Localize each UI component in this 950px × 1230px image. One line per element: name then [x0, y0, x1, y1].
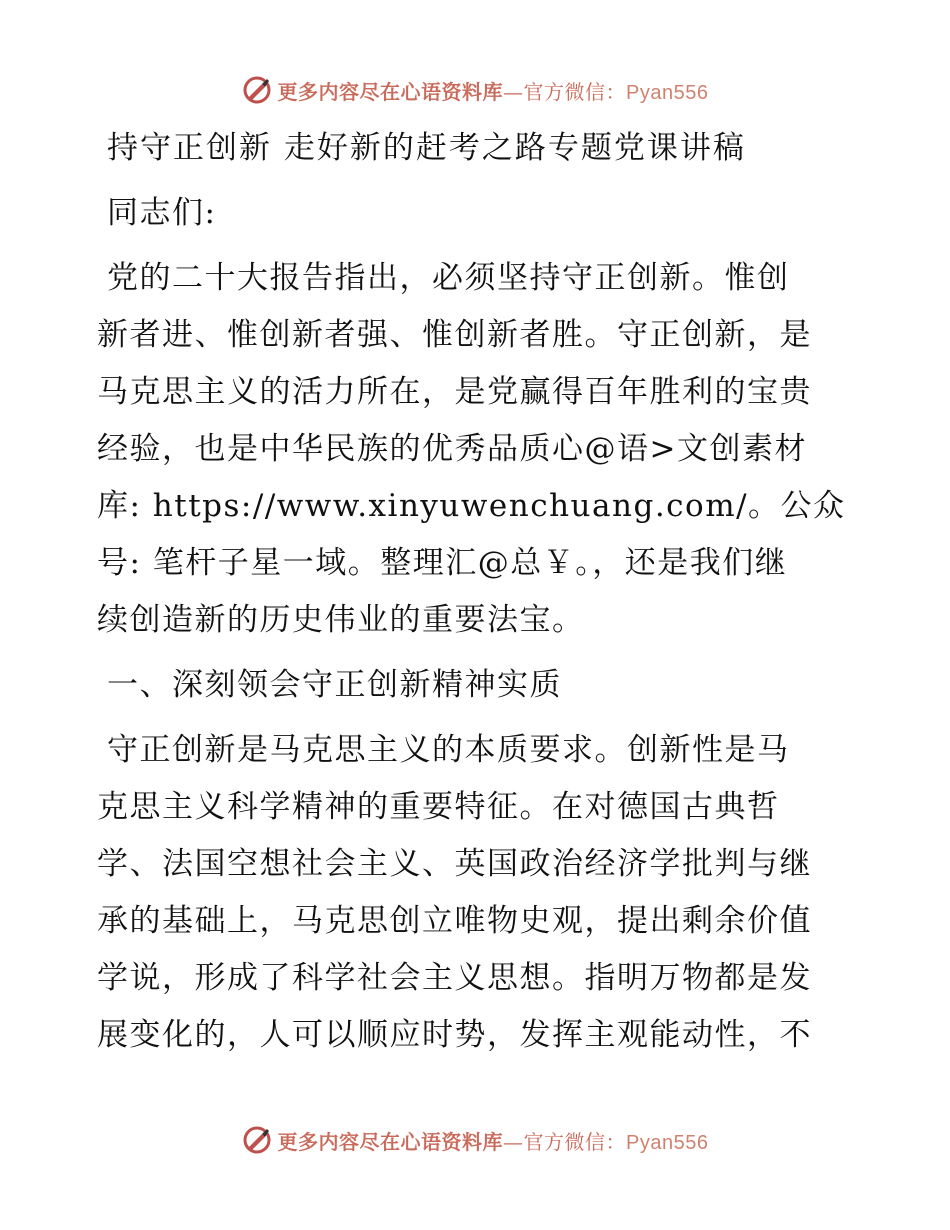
paragraph-line: 学、法国空想社会主义、英国政治经济学批判与继 — [97, 846, 812, 882]
paragraph-line: 新者进、惟创新者强、惟创新者胜。守正创新，是 — [97, 317, 812, 353]
watermark-text: 更多内容尽在心语资料库—官方微信：Pyan556 — [277, 79, 709, 104]
pen-logo-icon — [242, 75, 272, 105]
header-watermark-banner — [0, 70, 950, 110]
paragraph-line: 党的二十大报告指出，必须坚持守正创新。惟创 — [107, 260, 790, 296]
greeting: 同志们: — [107, 195, 217, 231]
document-title: 持守正创新 走好新的赶考之路专题党课讲稿 — [107, 130, 746, 166]
section-heading: 一、深刻领会守正创新精神实质 — [107, 667, 562, 703]
paragraph-line: 克思主义科学精神的重要特征。在对德国古典哲 — [97, 789, 780, 825]
paragraph-line: 承的基础上，马克思创立唯物史观，提出剩余价值 — [97, 903, 812, 939]
paragraph-line: 续创造新的历史伟业的重要法宝。 — [97, 602, 585, 638]
footer-watermark-banner — [0, 1120, 950, 1160]
paragraph-line: 马克思主义的活力所在，是党赢得百年胜利的宝贵 — [97, 374, 812, 410]
document-body — [97, 120, 857, 1064]
watermark-text: 更多内容尽在心语资料库—官方微信：Pyan556 — [277, 1129, 709, 1154]
paragraph-1 — [97, 250, 857, 649]
paragraph-line: 守正创新是马克思主义的本质要求。创新性是马 — [107, 732, 790, 768]
paragraph-2 — [97, 722, 857, 1064]
paragraph-line: 库: https://www.xinyuwenchuang.com/。公众 — [97, 488, 846, 524]
paragraph-line: 号: 笔杆子星一域。整理汇@总￥。，还是我们继 — [97, 545, 788, 581]
paragraph-line: 展变化的，人可以顺应时势，发挥主观能动性，不 — [97, 1017, 812, 1053]
paragraph-line: 经验，也是中华民族的优秀品质心@语>文创素材 — [97, 431, 807, 467]
pen-logo-icon — [242, 1125, 272, 1155]
paragraph-line: 学说，形成了科学社会主义思想。指明万物都是发 — [97, 960, 812, 996]
